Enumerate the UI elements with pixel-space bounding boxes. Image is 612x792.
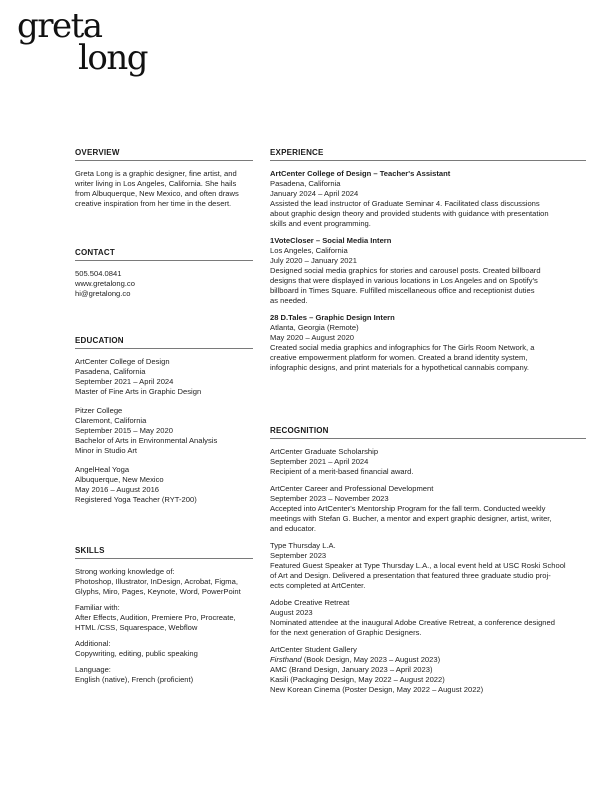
overview-line: Greta Long is a graphic designer, fine artist, and <box>75 169 237 178</box>
overview-line: from Albuquerque, New Mexico, and often draws <box>75 189 239 198</box>
overview-line: creative inspiration from her time in the desert. <box>75 199 232 208</box>
job-location: Los Angeles, California <box>270 246 348 255</box>
skill-group-title: Additional: <box>75 639 111 648</box>
skill-group <box>75 603 253 633</box>
job-dates: May 2020 – August 2020 <box>270 333 355 342</box>
job-description-line: Assisted the lead instructor of Graduate Seminar 4. Facilitated class discussions <box>270 199 540 208</box>
degree: Bachelor of Arts in Environmental Analysis <box>75 436 218 445</box>
school-location: Claremont, California <box>75 416 147 425</box>
skills-section <box>75 546 253 685</box>
email-link[interactable]: hi@gretalong.co <box>75 289 131 298</box>
gallery-item <box>270 685 586 695</box>
skill-line: English (native), French (proficient) <box>75 675 194 684</box>
recognition-heading: RECOGNITION <box>270 426 586 439</box>
award-dates: September 2021 – April 2024 <box>270 457 369 466</box>
overview-text <box>75 169 253 209</box>
education-entry <box>75 465 253 505</box>
skill-group-title: Familiar with: <box>75 603 120 612</box>
school-name: Pitzer College <box>75 406 123 415</box>
job-title: 28 D.Tales – Graphic Design Intern <box>270 313 395 322</box>
recognition-entry <box>270 484 586 534</box>
award-description-line: Featured Guest Speaker at Type Thursday L.A., a local event held at USC Roski School <box>270 561 566 570</box>
skill-line: Photoshop, Illustrator, InDesign, Acrobat, Figma, <box>75 577 238 586</box>
degree: Registered Yoga Teacher (RYT-200) <box>75 495 197 504</box>
phone-number[interactable]: 505.504.0841 <box>75 269 122 278</box>
gallery-item <box>270 655 586 665</box>
gallery-item-detail: (Book Design, May 2023 – August 2023) <box>301 655 441 664</box>
gallery-item-detail: (Brand Design, January 2023 – April 2023) <box>286 665 433 674</box>
job-description-line: about graphic design theory and provided students with guidance with presentation <box>270 209 549 218</box>
contact-heading: CONTACT <box>75 248 253 261</box>
gallery-item-detail: (Packaging Design, May 2022 – August 2022) <box>288 675 445 684</box>
school-location: Pasadena, California <box>75 367 146 376</box>
recognition-section <box>270 426 586 695</box>
award-title: Adobe Creative Retreat <box>270 598 350 607</box>
job-description-line: billboard in Times Square. Fulfilled miscellaneous office and receptionist duties <box>270 286 535 295</box>
skill-line: Copywriting, editing, public speaking <box>75 649 198 658</box>
degree: Master of Fine Arts in Graphic Design <box>75 387 202 396</box>
minor: Minor in Studio Art <box>75 446 138 455</box>
recognition-entry <box>270 598 586 638</box>
school-dates: May 2016 – August 2016 <box>75 485 160 494</box>
school-dates: September 2015 – May 2020 <box>75 426 173 435</box>
award-dates: August 2023 <box>270 608 313 617</box>
job-dates: January 2024 – April 2024 <box>270 189 359 198</box>
skill-group <box>75 567 253 597</box>
skill-line: Glyphs, Miro, Pages, Keynote, Word, PowerPoint <box>75 587 241 596</box>
school-name: AngelHeal Yoga <box>75 465 130 474</box>
award-description-line: meetings with Stefan G. Bucher, a mentor and expert graphic designer, artist, writer, <box>270 514 552 523</box>
education-entry <box>75 406 253 456</box>
gallery-item <box>270 675 586 685</box>
job-description-line: infographic designs, and print materials for a hypothetical cannabis company. <box>270 363 530 372</box>
job-description-line: creative empowerment platform for women. Created a brand identity system, <box>270 353 528 362</box>
award-description-line: and educator. <box>270 524 317 533</box>
experience-heading: EXPERIENCE <box>270 148 586 161</box>
job-title: ArtCenter College of Design – Teacher's Assistant <box>270 169 451 178</box>
overview-section <box>75 148 253 248</box>
education-heading: EDUCATION <box>75 336 253 349</box>
job-description-line: Designed social media graphics for stories and carousel posts. Created billboard <box>270 266 541 275</box>
gallery-item-name: Firsthand <box>270 655 302 664</box>
last-name: long <box>78 38 148 78</box>
skill-group <box>75 665 253 685</box>
school-dates: September 2021 – April 2024 <box>75 377 174 386</box>
gallery-title: ArtCenter Student Gallery <box>270 645 357 654</box>
job-location: Atlanta, Georgia (Remote) <box>270 323 359 332</box>
gallery-entry <box>270 645 586 695</box>
website-link[interactable]: www.gretalong.co <box>75 279 135 288</box>
skill-group-title: Strong working knowledge of: <box>75 567 175 576</box>
experience-entry <box>270 313 586 373</box>
overview-line: writer living in Los Angeles, California. She hails <box>75 179 237 188</box>
contact-info <box>75 269 253 299</box>
award-description-line: for the next generation of Graphic Designers. <box>270 628 422 637</box>
award-description-line: Recipient of a merit-based financial award. <box>270 467 414 476</box>
gallery-item-name: New Korean Cinema <box>270 685 341 694</box>
skills-heading: SKILLS <box>75 546 253 559</box>
experience-entry <box>270 236 586 306</box>
school-location: Albuquerque, New Mexico <box>75 475 164 484</box>
award-description-line: Accepted into ArtCenter's Mentorship Program for the fall term. Conducted weekly <box>270 504 546 513</box>
award-description-line: Nominated attendee at the inaugural Adobe Creative Retreat, a conference designed <box>270 618 555 627</box>
recognition-entry <box>270 447 586 477</box>
job-location: Pasadena, California <box>270 179 341 188</box>
gallery-item-name: Kasili <box>270 675 289 684</box>
skill-line: After Effects, Audition, Premiere Pro, Procreate, <box>75 613 236 622</box>
job-description-line: skills and event programming. <box>270 219 371 228</box>
overview-heading: OVERVIEW <box>75 148 253 161</box>
job-dates: July 2020 – January 2021 <box>270 256 357 265</box>
award-title: Type Thursday L.A. <box>270 541 336 550</box>
job-title: 1VoteCloser – Social Media Intern <box>270 236 392 245</box>
resume-name <box>17 6 148 78</box>
award-dates: September 2023 – November 2023 <box>270 494 389 503</box>
gallery-item <box>270 665 586 675</box>
job-description-line: as needed. <box>270 296 308 305</box>
experience-entry <box>270 169 586 229</box>
skill-group <box>75 639 253 659</box>
gallery-item-detail: (Poster Design, May 2022 – August 2022) <box>340 685 484 694</box>
education-section <box>75 336 253 546</box>
left-column <box>75 148 253 694</box>
school-name: ArtCenter College of Design <box>75 357 170 366</box>
first-name: greta <box>17 6 102 46</box>
job-description-line: designs that were displayed in various locations in Los Angeles and on Spotify's <box>270 276 538 285</box>
award-title: ArtCenter Graduate Scholarship <box>270 447 379 456</box>
contact-section <box>75 248 253 336</box>
award-description-line: of Art and Design. Delivered a presentation that featured three graduate studio proj- <box>270 571 551 580</box>
skill-group-title: Language: <box>75 665 111 674</box>
job-description-line: Created social media graphics and infographics for The Girls Room Network, a <box>270 343 535 352</box>
gallery-item-name: AMC <box>270 665 287 674</box>
award-dates: September 2023 <box>270 551 327 560</box>
award-title: ArtCenter Career and Professional Development <box>270 484 434 493</box>
recognition-entry <box>270 541 586 591</box>
experience-section <box>270 148 586 426</box>
skill-line: HTML /CSS, Squarespace, Webflow <box>75 623 198 632</box>
award-description-line: ects completed at ArtCenter. <box>270 581 366 590</box>
education-entry <box>75 357 253 397</box>
right-column <box>270 148 586 704</box>
